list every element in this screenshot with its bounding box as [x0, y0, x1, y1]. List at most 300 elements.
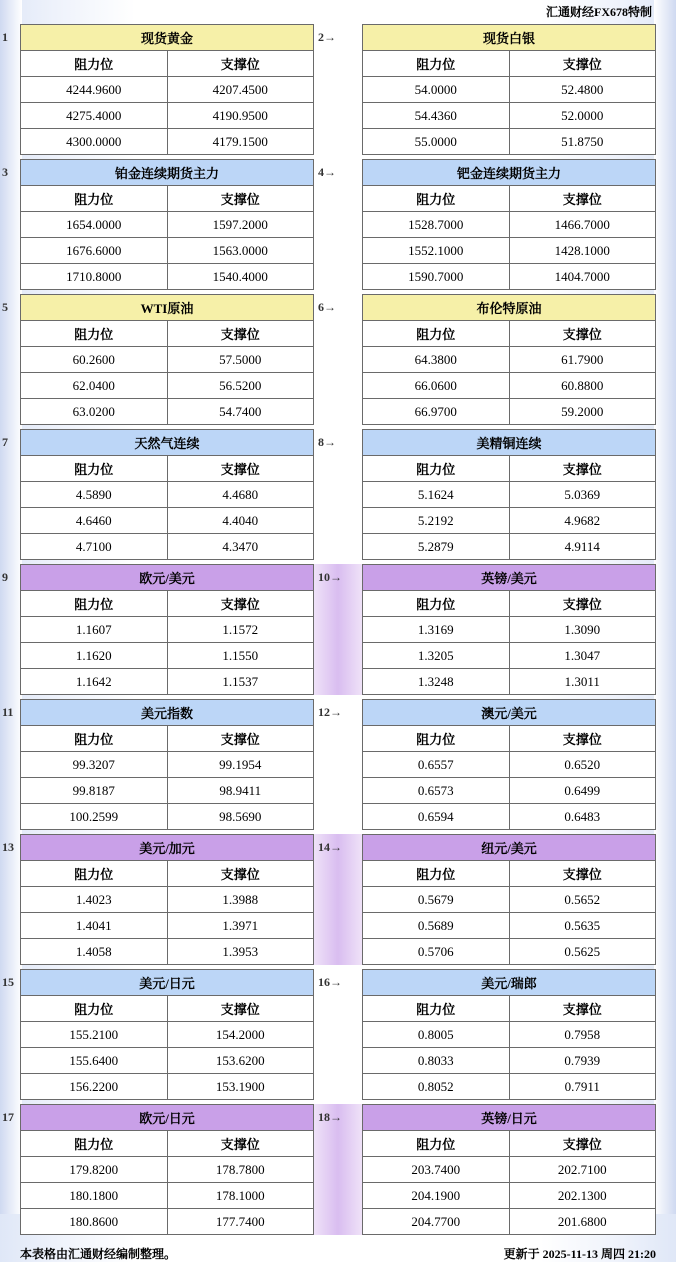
block-index: 11	[2, 705, 14, 719]
support-header: 支撑位	[167, 861, 314, 887]
instrument-block	[362, 294, 656, 425]
resistance-value: 4.6460	[21, 508, 168, 534]
resistance-header: 阻力位	[21, 51, 168, 77]
block-cell-right	[362, 834, 656, 965]
instrument-title: 现货白银	[363, 25, 656, 51]
column-header-row	[21, 321, 314, 347]
resistance-value: 5.1624	[363, 482, 510, 508]
block-row	[2, 24, 656, 155]
table-row	[363, 238, 656, 264]
instrument-title: 美元/日元	[21, 970, 314, 996]
resistance-value: 0.5679	[363, 887, 510, 913]
support-value: 0.7911	[509, 1074, 656, 1100]
support-value: 1.3971	[167, 913, 314, 939]
support-header: 支撑位	[509, 726, 656, 752]
support-value: 1.3011	[509, 669, 656, 695]
column-header-row	[363, 321, 656, 347]
resistance-value: 180.8600	[21, 1209, 168, 1235]
block-index: 14→	[318, 840, 342, 854]
table-row	[21, 347, 314, 373]
support-value: 0.5652	[509, 887, 656, 913]
table-row	[21, 804, 314, 830]
table-row	[21, 212, 314, 238]
resistance-value: 0.5689	[363, 913, 510, 939]
support-value: 1.1537	[167, 669, 314, 695]
support-header: 支撑位	[509, 861, 656, 887]
block-index: 7	[2, 435, 8, 449]
block-index: 6→	[318, 300, 336, 314]
instrument-block	[362, 969, 656, 1100]
block-row	[2, 564, 656, 695]
table-row	[21, 264, 314, 290]
resistance-value: 1528.7000	[363, 212, 510, 238]
support-value: 1404.7000	[509, 264, 656, 290]
block-row	[2, 159, 656, 290]
block-cell-right	[362, 969, 656, 1100]
block-gutter	[314, 699, 362, 830]
block-gutter	[314, 159, 362, 290]
instrument-block	[20, 294, 314, 425]
block-cell-left	[2, 429, 314, 560]
block-index: 12→	[318, 705, 342, 719]
resistance-value: 204.1900	[363, 1183, 510, 1209]
block-row	[2, 834, 656, 965]
column-header-row	[21, 186, 314, 212]
table-row	[363, 669, 656, 695]
column-header-row	[21, 456, 314, 482]
resistance-value: 4275.4000	[21, 103, 168, 129]
table-row	[21, 1074, 314, 1100]
column-header-row	[363, 591, 656, 617]
resistance-value: 1.1620	[21, 643, 168, 669]
column-header-row	[363, 51, 656, 77]
resistance-value: 1.4058	[21, 939, 168, 965]
table-row	[21, 939, 314, 965]
table-row	[363, 804, 656, 830]
block-title-row	[21, 160, 314, 186]
table-row	[363, 77, 656, 103]
block-title-row	[363, 1105, 656, 1131]
block-row	[2, 294, 656, 425]
support-value: 52.4800	[509, 77, 656, 103]
resistance-value: 0.6557	[363, 752, 510, 778]
block-gutter	[314, 24, 362, 155]
block-cell-right	[362, 429, 656, 560]
support-value: 1540.4000	[167, 264, 314, 290]
support-value: 201.6800	[509, 1209, 656, 1235]
support-value: 1.3953	[167, 939, 314, 965]
instrument-block	[362, 159, 656, 290]
support-value: 1428.1000	[509, 238, 656, 264]
support-value: 153.6200	[167, 1048, 314, 1074]
block-index: 4→	[318, 165, 336, 179]
resistance-value: 179.8200	[21, 1157, 168, 1183]
resistance-value: 1710.8000	[21, 264, 168, 290]
instrument-block	[20, 24, 314, 155]
instrument-block	[20, 429, 314, 560]
table-row	[21, 1209, 314, 1235]
table-row	[363, 264, 656, 290]
block-cell-right	[362, 699, 656, 830]
column-header-row	[363, 1131, 656, 1157]
resistance-value: 63.0200	[21, 399, 168, 425]
resistance-header: 阻力位	[363, 996, 510, 1022]
resistance-header: 阻力位	[21, 726, 168, 752]
support-value: 98.9411	[167, 778, 314, 804]
table-row	[21, 778, 314, 804]
resistance-value: 203.7400	[363, 1157, 510, 1183]
resistance-header: 阻力位	[363, 591, 510, 617]
block-cell-left	[2, 969, 314, 1100]
support-value: 61.7900	[509, 347, 656, 373]
instrument-title: 美元/瑞郎	[363, 970, 656, 996]
resistance-value: 99.3207	[21, 752, 168, 778]
footer-note: 本表格由汇通财经编制整理。	[20, 1247, 177, 1261]
resistance-value: 0.6594	[363, 804, 510, 830]
resistance-value: 5.2879	[363, 534, 510, 560]
block-title-row	[21, 1105, 314, 1131]
table-row	[363, 752, 656, 778]
resistance-header: 阻力位	[363, 861, 510, 887]
block-index: 3	[2, 165, 8, 179]
support-value: 4207.4500	[167, 77, 314, 103]
column-header-row	[21, 996, 314, 1022]
support-value: 54.7400	[167, 399, 314, 425]
support-value: 98.5690	[167, 804, 314, 830]
resistance-value: 60.2600	[21, 347, 168, 373]
block-cell-right	[362, 24, 656, 155]
block-title-row	[363, 430, 656, 456]
support-value: 0.5625	[509, 939, 656, 965]
support-value: 52.0000	[509, 103, 656, 129]
brand-label: 汇通财经FX678特制	[546, 5, 652, 19]
resistance-value: 155.2100	[21, 1022, 168, 1048]
support-value: 0.6483	[509, 804, 656, 830]
support-header: 支撑位	[167, 726, 314, 752]
resistance-value: 66.9700	[363, 399, 510, 425]
support-value: 178.1000	[167, 1183, 314, 1209]
resistance-value: 180.1800	[21, 1183, 168, 1209]
support-value: 57.5000	[167, 347, 314, 373]
column-header-row	[21, 51, 314, 77]
resistance-value: 4.7100	[21, 534, 168, 560]
instrument-title: 澳元/美元	[363, 700, 656, 726]
table-row	[363, 373, 656, 399]
block-title-row	[21, 25, 314, 51]
support-header: 支撑位	[509, 51, 656, 77]
block-cell-right	[362, 159, 656, 290]
table-row	[21, 1183, 314, 1209]
column-header-row	[21, 591, 314, 617]
block-row	[2, 1104, 656, 1235]
resistance-value: 0.6573	[363, 778, 510, 804]
resistance-value: 4244.9600	[21, 77, 168, 103]
support-header: 支撑位	[509, 186, 656, 212]
table-row	[363, 1074, 656, 1100]
support-header: 支撑位	[167, 51, 314, 77]
resistance-value: 1.3169	[363, 617, 510, 643]
block-title-row	[363, 160, 656, 186]
support-value: 1.1572	[167, 617, 314, 643]
table-row	[21, 643, 314, 669]
column-header-row	[363, 456, 656, 482]
resistance-value: 4.5890	[21, 482, 168, 508]
table-row	[363, 939, 656, 965]
column-header-row	[363, 186, 656, 212]
block-title-row	[21, 430, 314, 456]
instrument-block	[20, 969, 314, 1100]
block-cell-left	[2, 294, 314, 425]
support-header: 支撑位	[167, 996, 314, 1022]
support-value: 99.1954	[167, 752, 314, 778]
support-value: 59.2000	[509, 399, 656, 425]
resistance-value: 62.0400	[21, 373, 168, 399]
table-row	[21, 238, 314, 264]
instrument-title: 铂金连续期货主力	[21, 160, 314, 186]
block-cell-left	[2, 159, 314, 290]
resistance-header: 阻力位	[21, 321, 168, 347]
resistance-header: 阻力位	[363, 186, 510, 212]
table-row	[363, 103, 656, 129]
block-gutter	[314, 294, 362, 425]
resistance-value: 1.1642	[21, 669, 168, 695]
table-row	[21, 508, 314, 534]
resistance-header: 阻力位	[363, 456, 510, 482]
block-index: 2→	[318, 30, 336, 44]
support-value: 4.9114	[509, 534, 656, 560]
table-row	[21, 534, 314, 560]
table-row	[21, 103, 314, 129]
footer-update-prefix: 更新于	[503, 1247, 540, 1261]
instrument-title: 欧元/美元	[21, 565, 314, 591]
table-row	[363, 1022, 656, 1048]
support-value: 4.4040	[167, 508, 314, 534]
block-index: 16→	[318, 975, 342, 989]
resistance-value: 1.3205	[363, 643, 510, 669]
resistance-value: 1.4041	[21, 913, 168, 939]
support-value: 0.6499	[509, 778, 656, 804]
instrument-block	[362, 834, 656, 965]
table-row	[363, 347, 656, 373]
resistance-header: 阻力位	[21, 1131, 168, 1157]
resistance-value: 0.8052	[363, 1074, 510, 1100]
table-row	[21, 77, 314, 103]
instrument-block	[20, 1104, 314, 1235]
instrument-title: 现货黄金	[21, 25, 314, 51]
block-gutter	[314, 564, 362, 695]
table-row	[21, 913, 314, 939]
footer-update-time: 2025-11-13 周四 21:20	[542, 1247, 656, 1261]
resistance-value: 0.8005	[363, 1022, 510, 1048]
block-title-row	[363, 25, 656, 51]
resistance-value: 0.5706	[363, 939, 510, 965]
block-index: 18→	[318, 1110, 342, 1124]
support-value: 0.6520	[509, 752, 656, 778]
resistance-value: 156.2200	[21, 1074, 168, 1100]
table-row	[363, 913, 656, 939]
instrument-block	[362, 429, 656, 560]
table-row	[21, 373, 314, 399]
table-row	[363, 1209, 656, 1235]
support-header: 支撑位	[167, 186, 314, 212]
support-value: 1.3047	[509, 643, 656, 669]
blocks-container	[0, 24, 676, 1235]
instrument-title: 美元/加元	[21, 835, 314, 861]
block-index: 10→	[318, 570, 342, 584]
support-header: 支撑位	[167, 1131, 314, 1157]
column-header-row	[21, 861, 314, 887]
support-value: 202.1300	[509, 1183, 656, 1209]
column-header-row	[21, 1131, 314, 1157]
resistance-value: 1.4023	[21, 887, 168, 913]
block-title-row	[21, 700, 314, 726]
resistance-value: 1.3248	[363, 669, 510, 695]
page-header	[0, 0, 676, 24]
support-value: 60.8800	[509, 373, 656, 399]
resistance-header: 阻力位	[21, 591, 168, 617]
table-row	[363, 508, 656, 534]
support-value: 154.2000	[167, 1022, 314, 1048]
column-header-row	[21, 726, 314, 752]
block-index: 8→	[318, 435, 336, 449]
resistance-value: 66.0600	[363, 373, 510, 399]
block-title-row	[21, 295, 314, 321]
table-row	[21, 1048, 314, 1074]
resistance-value: 54.0000	[363, 77, 510, 103]
block-row	[2, 429, 656, 560]
instrument-block	[362, 699, 656, 830]
instrument-title: 美元指数	[21, 700, 314, 726]
column-header-row	[363, 726, 656, 752]
support-value: 56.5200	[167, 373, 314, 399]
instrument-title: 英镑/日元	[363, 1105, 656, 1131]
support-value: 1563.0000	[167, 238, 314, 264]
block-title-row	[363, 565, 656, 591]
resistance-header: 阻力位	[21, 186, 168, 212]
table-row	[21, 617, 314, 643]
resistance-value: 54.4360	[363, 103, 510, 129]
block-gutter	[314, 1104, 362, 1235]
block-title-row	[363, 970, 656, 996]
support-header: 支撑位	[509, 321, 656, 347]
table-row	[363, 534, 656, 560]
instrument-block	[20, 564, 314, 695]
resistance-header: 阻力位	[21, 456, 168, 482]
block-title-row	[21, 970, 314, 996]
support-value: 1.1550	[167, 643, 314, 669]
block-cell-right	[362, 294, 656, 425]
resistance-value: 1.1607	[21, 617, 168, 643]
support-value: 177.7400	[167, 1209, 314, 1235]
support-value: 0.7939	[509, 1048, 656, 1074]
resistance-value: 1552.1000	[363, 238, 510, 264]
resistance-header: 阻力位	[363, 1131, 510, 1157]
table-row	[363, 212, 656, 238]
instrument-title: 天然气连续	[21, 430, 314, 456]
support-header: 支撑位	[509, 591, 656, 617]
block-index: 15	[2, 975, 14, 989]
block-cell-left	[2, 24, 314, 155]
resistance-value: 64.3800	[363, 347, 510, 373]
support-header: 支撑位	[167, 456, 314, 482]
table-row	[363, 887, 656, 913]
table-row	[21, 399, 314, 425]
resistance-header: 阻力位	[363, 51, 510, 77]
support-value: 1597.2000	[167, 212, 314, 238]
block-index: 13	[2, 840, 14, 854]
block-gutter	[314, 429, 362, 560]
block-index: 1	[2, 30, 8, 44]
block-gutter	[314, 969, 362, 1100]
instrument-title: 钯金连续期货主力	[363, 160, 656, 186]
table-row	[21, 129, 314, 155]
resistance-header: 阻力位	[21, 861, 168, 887]
support-value: 178.7800	[167, 1157, 314, 1183]
support-value: 202.7100	[509, 1157, 656, 1183]
block-title-row	[21, 835, 314, 861]
block-cell-left	[2, 699, 314, 830]
right-gradient-edge	[654, 0, 676, 1214]
support-value: 4190.9500	[167, 103, 314, 129]
support-header: 支撑位	[509, 456, 656, 482]
block-title-row	[363, 295, 656, 321]
instrument-title: 欧元/日元	[21, 1105, 314, 1131]
table-row	[21, 482, 314, 508]
block-index: 9	[2, 570, 8, 584]
table-row	[21, 1157, 314, 1183]
instrument-title: WTI原油	[21, 295, 314, 321]
block-cell-left	[2, 1104, 314, 1235]
instrument-block	[20, 159, 314, 290]
block-cell-right	[362, 1104, 656, 1235]
instrument-block	[362, 564, 656, 695]
support-value: 5.0369	[509, 482, 656, 508]
block-cell-left	[2, 834, 314, 965]
support-value: 4.9682	[509, 508, 656, 534]
block-cell-left	[2, 564, 314, 695]
support-value: 4.4680	[167, 482, 314, 508]
instrument-block	[20, 834, 314, 965]
table-row	[363, 1157, 656, 1183]
block-row	[2, 969, 656, 1100]
resistance-value: 100.2599	[21, 804, 168, 830]
resistance-header: 阻力位	[21, 996, 168, 1022]
column-header-row	[363, 996, 656, 1022]
resistance-value: 55.0000	[363, 129, 510, 155]
support-header: 支撑位	[509, 996, 656, 1022]
table-row	[363, 482, 656, 508]
resistance-value: 155.6400	[21, 1048, 168, 1074]
block-title-row	[363, 700, 656, 726]
block-index: 17	[2, 1110, 14, 1124]
resistance-value: 0.8033	[363, 1048, 510, 1074]
support-value: 4179.1500	[167, 129, 314, 155]
block-title-row	[363, 835, 656, 861]
resistance-value: 4300.0000	[21, 129, 168, 155]
instrument-block	[362, 24, 656, 155]
instrument-block	[362, 1104, 656, 1235]
block-title-row	[21, 565, 314, 591]
table-row	[363, 778, 656, 804]
table-row	[363, 1048, 656, 1074]
block-gutter	[314, 834, 362, 965]
support-value: 1466.7000	[509, 212, 656, 238]
support-header: 支撑位	[167, 591, 314, 617]
table-row	[363, 399, 656, 425]
table-row	[21, 887, 314, 913]
instrument-block	[20, 699, 314, 830]
resistance-value: 5.2192	[363, 508, 510, 534]
